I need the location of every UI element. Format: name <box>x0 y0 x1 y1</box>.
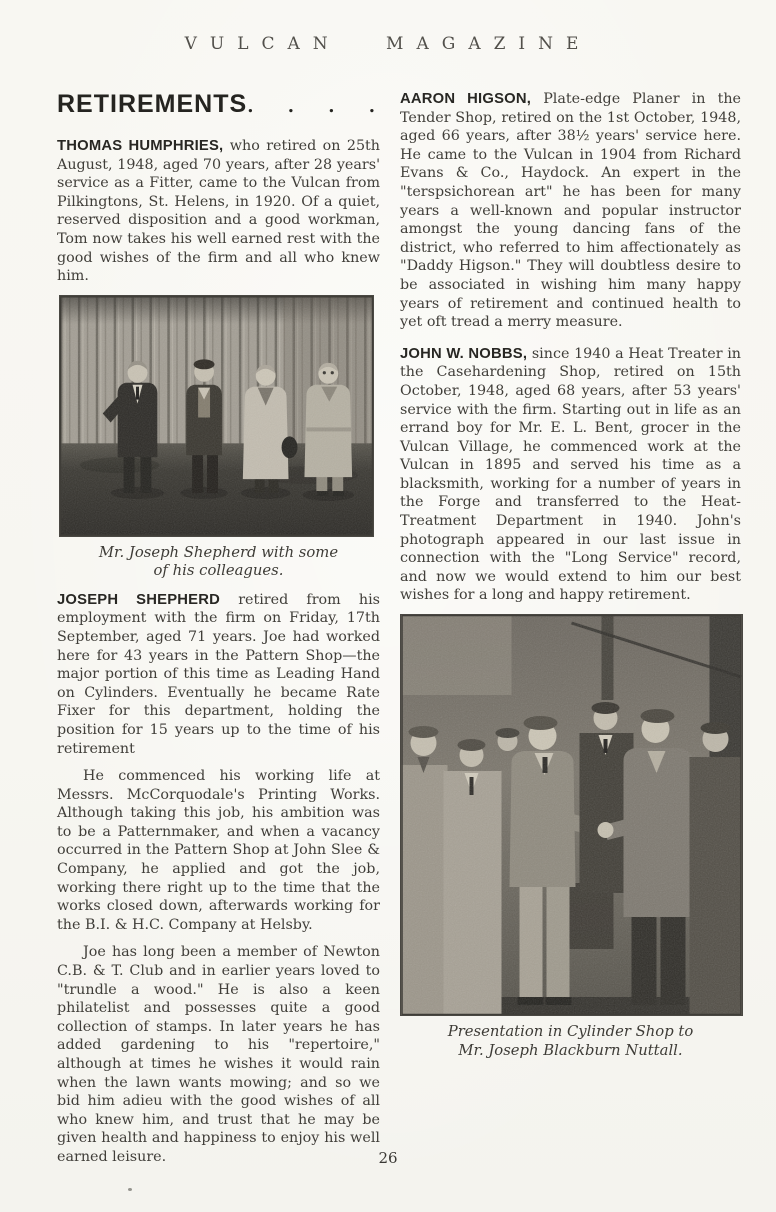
photo-caption-presentation: Presentation in Cylinder Shop to Mr. Joseph Blackburn Nuttall. <box>447 1023 694 1059</box>
article-body-text: since 1940 a Heat Treater in the Casehardening Shop, retired on 15th October, 1948, aged 68 years, after 53 years' service with the firm. Starting out in life as an errand boy for Mr. E. L. Bent, grocer in the Vulcan Village, he commenced work at the Vulcan in 1895 and served his time as a blacksmith, working for a number of years in the Forge and transferred to the Heat-Treatment Department in 1940. John's photograph appeared in our last issue in connection with the "Long Service" record, and now we would extend to him our best wishes for a long and happy retirement. <box>400 345 741 604</box>
heading-ellipsis-dots: . . . . <box>247 96 390 117</box>
article-aaron-higson <box>400 90 741 332</box>
retirements-heading-text: RETIREMENTS <box>57 90 248 118</box>
two-column-layout <box>57 90 741 1176</box>
photo-illustration-four-men <box>60 296 373 536</box>
article-body-text: Plate-edge Planer in the Tender Shop, retired on the 1st October, 1948, aged 66 years, after 38½ years' service here. He came to the Vulcan in 1904 from Richard Evans & Co., Haydock. An expert in the "terspsichorean art" he has been for many years a well-known and popular instructor amongst the young dancing fans of the district, who referred to him affectionately as "Daddy Higson." They will doubtless desire to be associated in wishing him many happy years of retirement and continued health to yet oft tread a merry measure. <box>400 91 741 331</box>
photo-presentation-cylinder-shop <box>400 614 743 1016</box>
article-lead-name: AARON HIGSON, <box>400 91 532 107</box>
article-joseph-shepherd-para2: He commenced his working life at Messrs. McCorquodale's Printing Works. Although taking this job, his ambition was to be a Patternmaker, and when a vacancy occurred in the Pattern Shop at John Slee & Company, he applied and got the job, working there right up to the time that the works closed down, afterwards working for the B.I. & H.C. Company at Helsby. <box>57 768 380 933</box>
section-heading-retirements <box>57 90 390 119</box>
article-body-text: who retired on 25th August, 1948, aged 70 years, after 28 years' service as a Fitter, came to the Vulcan from Pilkingtons, St. Helens, in 1920. Of a quiet, reserved disposition and a good workman, Tom now takes his well earned rest with the good wishes of the firm and all who knew him. <box>57 138 380 285</box>
scan-speck-artifact <box>128 1188 132 1191</box>
photo-figure-presentation <box>400 614 741 1060</box>
right-column <box>400 90 741 1070</box>
article-body-text: retired from his employment with the firm on Friday, 17th September, aged 71 years. Joe had worked here for 43 years in the Pattern Shop—the major portion of this time as Leading Hand on Cylinders. Eventually he became Rate Fixer for this department, holding the position for 15 years up to the time of his retirement <box>57 591 381 757</box>
page-number: 26 <box>378 1149 398 1167</box>
photo-shepherd-group <box>59 295 374 537</box>
photo-illustration-presentation <box>401 615 742 1015</box>
article-lead-name: JOSEPH SHEPHERD <box>57 591 220 608</box>
photo-caption-shepherd: Mr. Joseph Shepherd with some of his colleagues. <box>98 543 339 580</box>
article-joseph-shepherd-para3: Joe has long been a member of Newton C.B. & T. Club and in earlier years loved to "trundle a wood." He is also a keen philatelist and possesses quite a good collection of stamps. In later years he has added gardening to his "repertoire," although at times he wishes it would rain when the lawn wants mowing; and so we bid him adieu with the good wishes of all who knew him, and trust that he may be given health and happiness to enjoy his well earned leisure. <box>57 944 380 1165</box>
article-john-nobbs <box>400 345 741 605</box>
article-lead-name: JOHN W. NOBBS, <box>400 345 528 362</box>
photo-figure-shepherd-group <box>57 295 380 581</box>
masthead-title: VULCAN MAGAZINE <box>184 34 592 54</box>
article-thomas-humphries <box>57 137 380 286</box>
article-lead-name: THOMAS HUMPHRIES, <box>57 138 224 154</box>
article-joseph-shepherd <box>57 591 380 758</box>
